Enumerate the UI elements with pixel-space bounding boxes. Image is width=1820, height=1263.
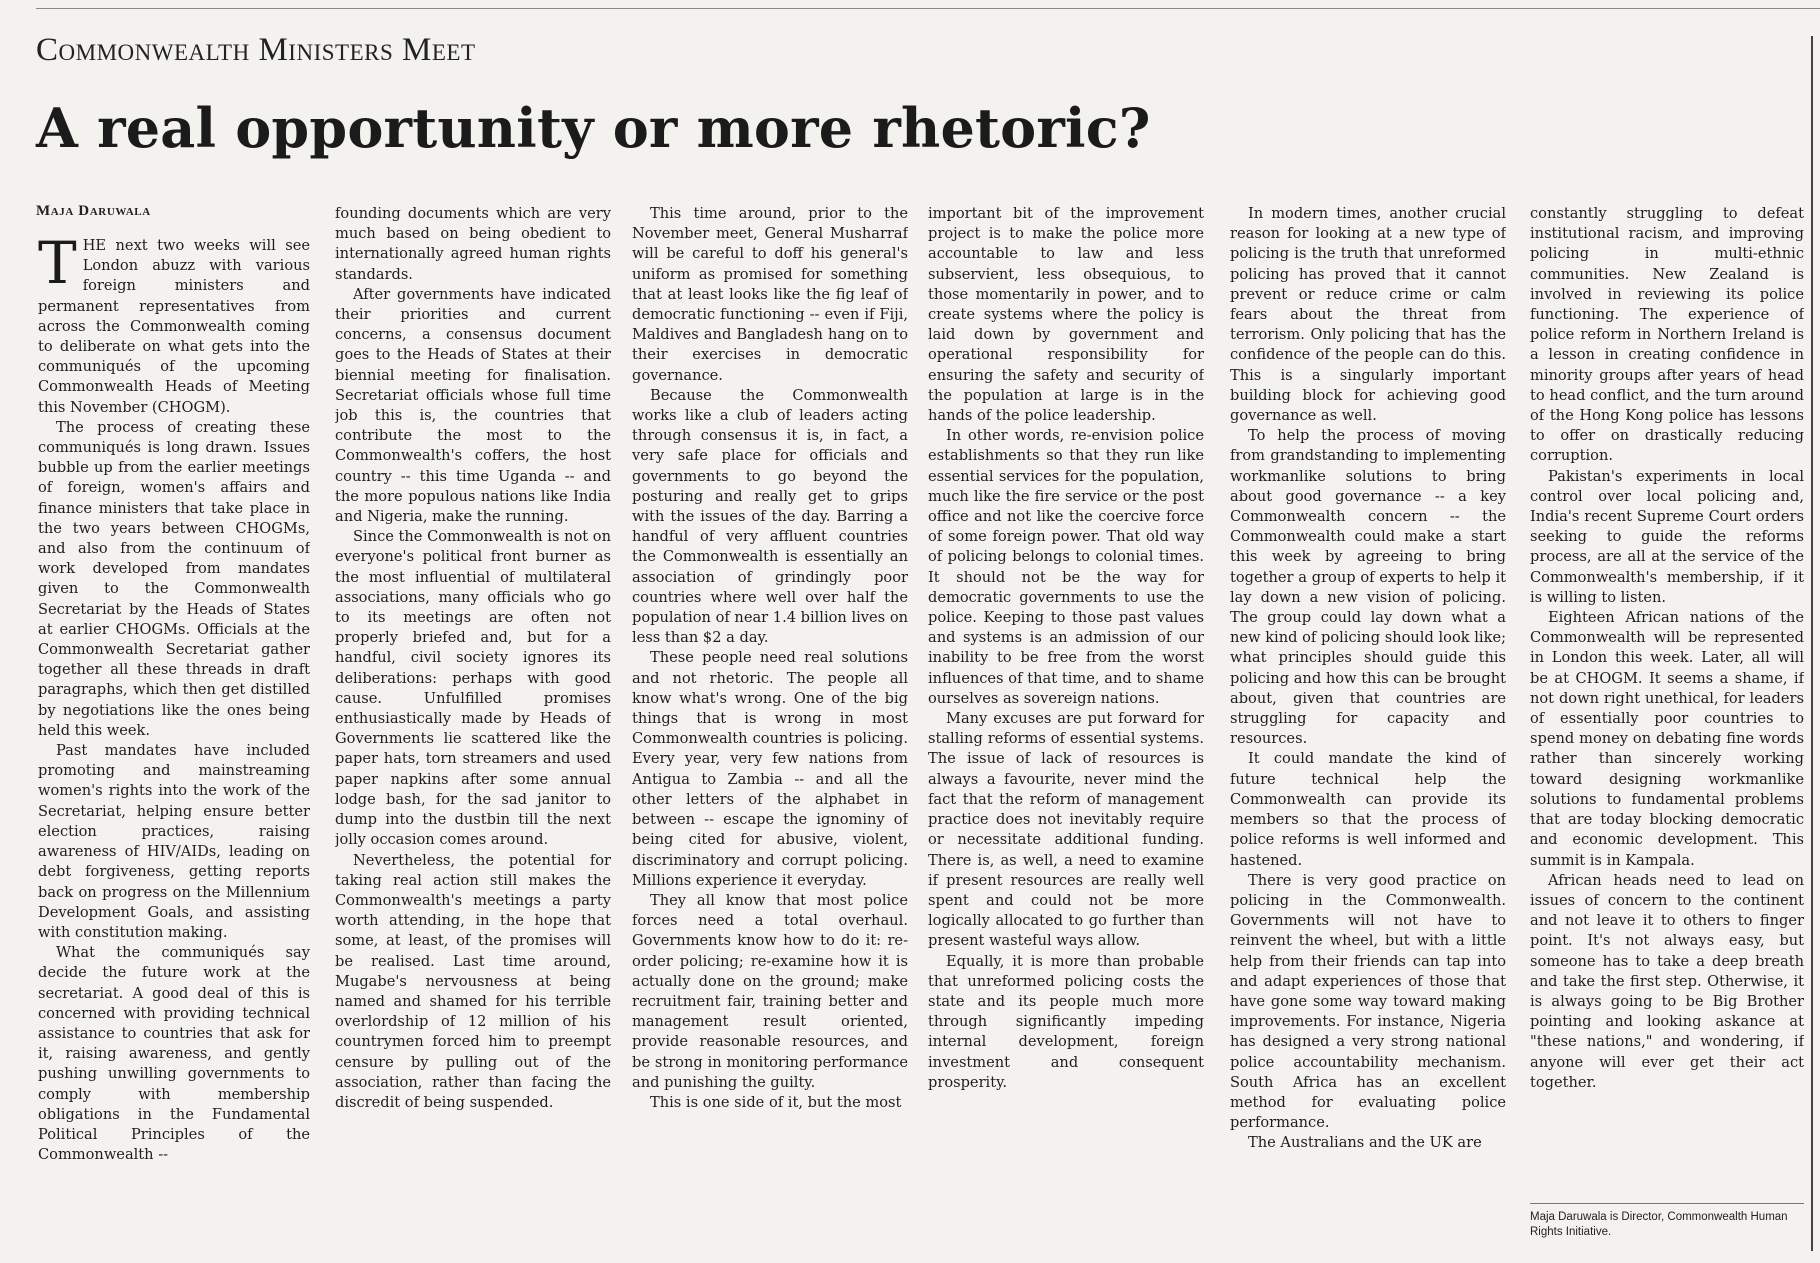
paragraph: Past mandates have included promoting and mainstreaming women's rights into the work of the Secretariat, helping ensure better election practices, raising awareness of HIV/AIDs, leading on debt forgiveness, getting reports back on progress on the Millennium Development Goals, and assisting with constitution making. <box>38 742 310 941</box>
paragraph: The Australians and the UK are <box>1248 1134 1482 1152</box>
paragraph-text: HE next two weeks will see London abuzz with various foreign ministers and permanent representatives from across the Commonwealth coming to deliberate on what gets into the communiqués of the upcoming Commonwealth Heads of Meeting this November (CHOGM). <box>38 237 310 416</box>
paragraph: This time around, prior to the November meet, General Musharraf will be careful to doff his general's uniform as promised for something that at least looks like the fig leaf of democratic functioning -- even if Fiji, Maldives and Bangladesh hang on to their exercises in democratic governance. <box>632 205 908 384</box>
article-column-2 <box>335 204 611 1250</box>
headline: A real opportunity or more rhetoric? <box>36 96 1151 160</box>
article-column-6 <box>1530 204 1804 1194</box>
paragraph: constantly struggling to defeat institutional racism, and improving policing in multi-ethnic communities. New Zealand is involved in reviewing its police functioning. The experience of police reform in Northern Ireland is a lesson in creating confidence in minority groups after years of head to head conflict, and the turn around of the Hong Kong police has lessons to offer on drastically reducing corruption. <box>1530 205 1804 465</box>
paragraph: important bit of the improvement project is to make the police more accountable to law and less subservient, less obsequious, to those momentarily in power, and to create systems where the policy is laid down by government and operational responsibility for ensuring the safety and security of the population at large is in the hands of the police leadership. <box>928 205 1204 425</box>
paragraph: This is one side of it, but the most <box>650 1093 902 1111</box>
article-column-3 <box>632 204 908 1250</box>
paragraph: The process of creating these communiqués is long drawn. Issues bubble up from the earlier meetings of foreign, women's affairs and finance ministers that take place in the two years between CHOGMs, and also from the continuum of work developed from mandates given to the Commonwealth Secretariat by the Heads of States at earlier CHOGMs. Officials at the Commonwealth Secretariat gather together all these threads in draft paragraphs, which then get distilled by negotiations like the ones being held this week. <box>38 418 310 739</box>
paragraph: What the communiqués say decide the future work at the secretariat. A good deal of this is concerned with providing technical assistance to countries that ask for it, raising awareness, and gently pushing unwilling governments to comply with membership obligations in the Fundamental Political Principles of the Commonwealth -- <box>38 944 310 1164</box>
paragraph: In other words, re-envision police establishments so that they run like essential services for the population, much like the fire service or the post office and not like the coercive force of some foreign power. That old way of policing belongs to colonial times. It should not be the way for democratic governments to use the police. Keeping to those past values and systems is an admission of our inability to be free from the worst influences of that time, and to shame ourselves as sovereign nations. <box>928 427 1204 707</box>
paragraph: Because the Commonwealth works like a club of leaders acting through consensus it is, in fact, a very safe place for officials and governments to go beyond the posturing and really get to grips with the issues of the day. Barring a handful of very affluent countries the Commonwealth is essentially an association of grindingly poor countries where well over half the population of near 1.4 billion lives on less than $2 a day. <box>632 386 908 647</box>
kicker: Commonwealth Ministers Meet <box>36 32 476 68</box>
paragraph: To help the process of moving from grandstanding to implementing workmanlike solutions to bring about good governance -- a key Commonwealth concern -- the Commonwealth could make a start this week by agreeing to bring together a group of experts to help it lay down a new vision of policing. The group could lay down what a new kind of policing should look like; what principles should guide this policing and how this can be brought about, given that countries are struggling for capacity and resources. <box>1230 427 1506 748</box>
paragraph: African heads need to lead on issues of concern to the continent and not leave it to others to finger point. It's not always easy, but someone has to take a deep breath and take the first step. Otherwise, it is always going to be Big Brother pointing and looking askance at "these nations," and wondering, if anyone will ever get their act together. <box>1530 871 1804 1091</box>
paragraph: Nevertheless, the potential for taking real action still makes the Commonwealth's meetings a party worth attending, in the hope that some, at least, of the promises will be realised. Last time around, Mugabe's nervousness at being named and shamed for his terrible overlordship of 12 million of his countrymen forced him to preempt censure by pulling out of the association, rather than facing the discredit of being suspended. <box>335 851 611 1111</box>
paragraph: founding documents which are very much based on being obedient to internationally agreed human rights standards. <box>335 205 611 283</box>
page-edge-rule <box>1811 36 1813 1251</box>
paragraph: It could mandate the kind of future technical help the Commonwealth can provide its members so that the process of police reforms is well informed and hastened. <box>1230 750 1506 869</box>
paragraph: Since the Commonwealth is not on everyone's political front burner as the most influential of multilateral associations, many officials who go to its meetings are often not properly briefed and, but for a handful, civil society ignores its deliberations: perhaps with good cause. Unfulfilled promises enthusiastically made by Heads of Governments lie scattered like the paper hats, torn streamers and used paper napkins after some annual lodge bash, for the sad janitor to dump into the dustbin till the next jolly occasion comes around. <box>335 528 611 849</box>
paragraph: There is very good practice on policing in the Commonwealth. Governments will not have to reinvent the wheel, but with a little help from their friends can tap into and adapt experiences of those that have gone some way toward making improvements. For instance, Nigeria has designed a very strong national police accountability mechanism. South Africa has an excellent method for evaluating police performance. <box>1230 871 1506 1132</box>
paragraph: Many excuses are put forward for stalling reforms of essential systems. The issue of lack of resources is always a favourite, never mind the fact that the reform of management practice does not inevitably require or necessitate additional funding. There is, as well, a need to examine if present resources are really well spent and could not be more logically allocated to go further than present wasteful ways allow. <box>928 710 1204 950</box>
paragraph: Pakistan's experiments in local control over local policing and, India's recent Supreme Court orders seeking to guide the reforms process, are all at the service of the Commonwealth's membership, if it is willing to listen. <box>1530 467 1804 606</box>
dropcap: T <box>38 236 77 297</box>
paragraph: Equally, it is more than probable that unreformed policing costs the state and its people much more through significantly impeding internal development, foreign investment and consequent prosperity. <box>928 952 1204 1091</box>
top-rule <box>36 8 1820 9</box>
paragraph: Eighteen African nations of the Commonwealth will be represented in London this week. Later, all will be at CHOGM. It seems a shame, if not down right unethical, for leaders of essentially poor countries to spend money on debating fine words rather than sincerely working toward designing workmanlike solutions to fundamental problems that are today blocking democratic and economic development. This summit is in Kampala. <box>1530 609 1804 869</box>
paragraph: These people need real solutions and not rhetoric. The people all know what's wrong. One of the big things that is wrong in most Commonwealth countries is policing. Every year, very few nations from Antigua to Zambia -- and all the other letters of the alphabet in between -- escape the ignominy of being cited for abusive, violent, discriminatory and corrupt policing. Millions experience it everyday. <box>632 649 908 889</box>
author-bio: Maja Daruwala is Director, Commonwealth Human Rights Initiative. <box>1530 1211 1788 1238</box>
paragraph <box>38 236 310 418</box>
article-column-4 <box>928 204 1204 1250</box>
paragraph: After governments have indicated their priorities and current concerns, a consensus document goes to the Heads of States at their biennial meeting for finalisation. Secretariat officials whose full time job this is, the countries that contribute the most to the Commonwealth's coffers, the host country -- this time Uganda -- and the more populous nations like India and Nigeria, make the running. <box>335 285 611 526</box>
paragraph: They all know that most police forces need a total overhaul. Governments know how to do it: re-order policing; re-examine how it is actually done on the ground; make recruitment fair, training better and management result oriented, provide reasonable resources, and be strong in monitoring performance and punishing the guilty. <box>632 891 908 1091</box>
article-column-1 <box>38 236 310 1250</box>
byline: Maja Daruwala <box>36 203 151 219</box>
paragraph: In modern times, another crucial reason for looking at a new type of policing is the truth that unreformed policing has proved that it cannot prevent or reduce crime or calm fears about the threat from terrorism. Only policing that has the confidence of the people can do this. This is a singularly important building block for achieving good governance as well. <box>1230 205 1506 425</box>
article-column-5 <box>1230 204 1506 1250</box>
bio-rule <box>1530 1203 1804 1204</box>
